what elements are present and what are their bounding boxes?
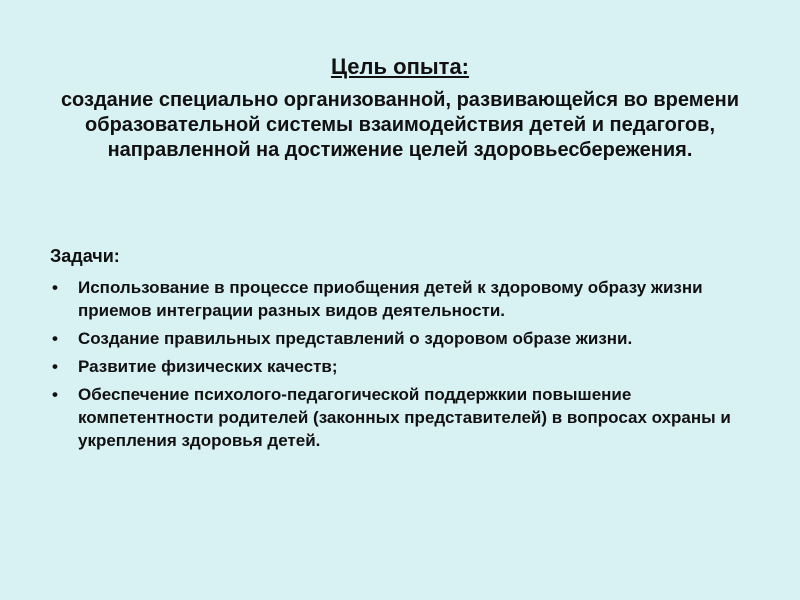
task-item [50, 383, 760, 452]
tasks-heading: Задачи: [50, 246, 120, 266]
bullet-icon: • [52, 278, 58, 297]
task-text: Обеспечение психолого-педагогической поддержкии повышение компетентности родителей (законных представителей) в вопросах охраны и укрепления здоровья детей. [78, 385, 731, 450]
task-item [50, 327, 760, 350]
bullet-icon: • [52, 357, 58, 376]
bullet-icon: • [52, 385, 58, 404]
task-item [50, 355, 760, 378]
task-text: Использование в процессе приобщения детей к здоровому образу жизни приемов интеграции разных видов деятельности. [78, 278, 703, 320]
goal-text: создание специально организованной, развивающейся во времени образовательной системы взаимодействия детей и педагогов, направленной на достижение целей здоровьесбережения. [60, 89, 740, 161]
task-item [50, 276, 760, 322]
task-text: Развитие физических качеств; [78, 357, 338, 376]
task-text: Создание правильных представлений о здоровом образе жизни. [78, 329, 633, 348]
bullet-icon: • [52, 329, 58, 348]
goal-heading: Цель опыта: [330, 54, 470, 79]
task-list [50, 276, 760, 457]
